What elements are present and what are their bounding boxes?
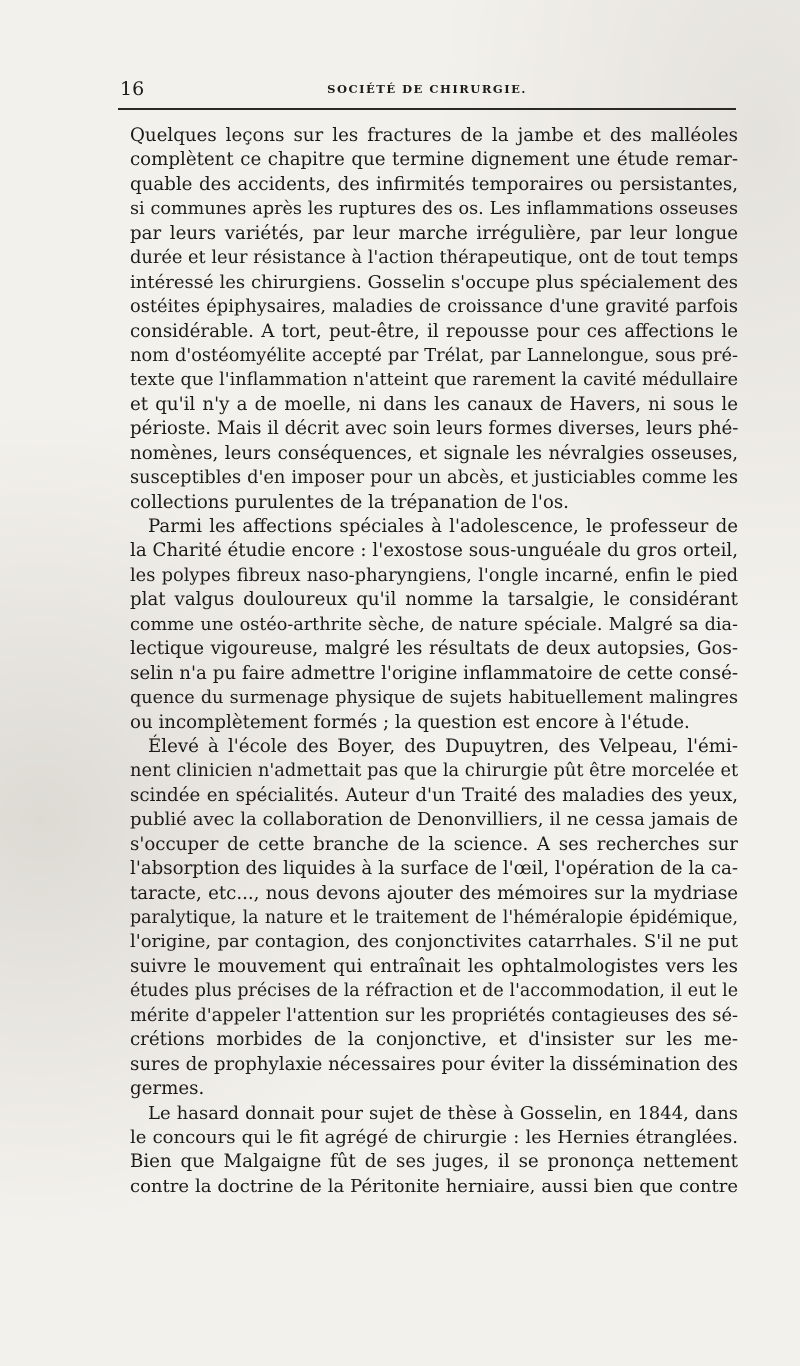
text-line: germes. xyxy=(130,1078,205,1100)
body-text xyxy=(130,124,738,1199)
page-number: 16 xyxy=(120,78,145,100)
text-line: lectique vigoureuse, malgré les résultats de deux autopsies, Gos- xyxy=(130,638,738,660)
text-line: quable des accidents, des infirmités temporaires ou persistantes, xyxy=(130,173,738,195)
text-line: s'occuper de cette branche de la science. A ses recherches sur xyxy=(130,833,738,855)
text-line: taracte, etc..., nous devons ajouter des mémoires sur la mydriase xyxy=(130,882,738,904)
text-line: si communes après les ruptures des os. Les inflammations osseuses xyxy=(130,199,738,220)
text-line: considérable. A tort, peut-être, il repousse pour ces affections le xyxy=(130,320,738,342)
text-line: comme une ostéo-arthrite sèche, de nature spéciale. Malgré sa dia- xyxy=(130,614,738,635)
text-line: intéressé les chirurgiens. Gosselin s'occupe plus spécialement des xyxy=(130,271,738,293)
text-line: plat valgus douloureux qu'il nomme la tarsalgie, le considérant xyxy=(130,589,738,611)
text-line: Élevé à l'école des Boyer, des Dupuytren, des Velpeau, l'émi- xyxy=(148,735,738,757)
text-line: ou incomplètement formés ; la question est encore à l'étude. xyxy=(130,711,690,733)
text-line: ostéites épiphysaires, maladies de croissance d'une gravité parfois xyxy=(130,296,738,318)
text-line: quence du surmenage physique de sujets habituellement malingres xyxy=(130,688,738,709)
text-line: Parmi les affections spéciales à l'adolescence, le professeur de xyxy=(148,516,738,537)
text-line: nomènes, leurs conséquences, et signale les névralgies osseuses, xyxy=(130,442,738,464)
text-line: nom d'ostéomyélite accepté par Trélat, par Lannelongue, sous pré- xyxy=(130,344,738,366)
text-line: paralytique, la nature et le traitement de l'héméralopie épidémique, xyxy=(130,908,738,928)
text-line: le concours qui le fit agrégé de chirurgie : les Hernies étranglées. xyxy=(130,1126,738,1148)
text-line: études plus précises de la réfraction et de l'accommodation, il eut le xyxy=(130,981,738,1002)
text-line: susceptibles d'en imposer pour un abcès, et justiciables comme les xyxy=(130,467,738,489)
running-head: SOCIÉTÉ DE CHIRURGIE. xyxy=(327,82,527,96)
text-line: selin n'a pu faire admettre l'origine inflammatoire de cette consé- xyxy=(130,662,738,684)
text-line: contre la doctrine de la Péritonite herniaire, aussi bien que contre xyxy=(130,1175,738,1197)
text-line: périoste. Mais il décrit avec soin leurs formes diverses, leurs phé- xyxy=(130,418,739,440)
text-line: crétions morbides de la conjonctive, et d'insister sur les me- xyxy=(130,1029,738,1051)
text-line: Bien que Malgaigne fût de ses juges, il se prononça nettement xyxy=(130,1151,738,1173)
text-line: la Charité étudie encore : l'exostose sous-unguéale du gros orteil, xyxy=(130,540,738,562)
text-line: et qu'il n'y a de moelle, ni dans les canaux de Havers, ni sous le xyxy=(130,393,738,415)
header-rule xyxy=(118,108,736,110)
text-line: l'origine, par contagion, des conjonctivites catarrhales. S'il ne put xyxy=(130,931,738,953)
text-line: scindée en spécialités. Auteur d'un Traité des maladies des yeux, xyxy=(130,784,738,806)
text-line: l'absorption des liquides à la surface de l'œil, l'opération de la ca- xyxy=(130,858,738,880)
text-line: complètent ce chapitre que termine dignement une étude remar- xyxy=(130,149,738,171)
text-line: durée et leur résistance à l'action thérapeutique, ont de tout temps xyxy=(130,247,739,269)
page-header xyxy=(118,78,736,104)
text-line: publié avec la collaboration de Denonvilliers, il ne cessa jamais de xyxy=(130,809,738,831)
text-line: par leurs variétés, par leur marche irrégulière, par leur longue xyxy=(130,222,738,244)
text-line: Le hasard donnait pour sujet de thèse à Gosselin, en 1844, dans xyxy=(148,1102,738,1124)
text-line: collections purulentes de la trépanation de l'os. xyxy=(130,491,569,513)
text-line: les polypes fibreux naso-pharyngiens, l'ongle incarné, enfin le pied xyxy=(130,564,738,586)
text-line: nent clinicien n'admettait pas que la chirurgie pût être morcelée et xyxy=(130,760,739,782)
text-line: suivre le mouvement qui entraînait les ophtalmologistes vers les xyxy=(130,955,738,977)
text-line: Quelques leçons sur les fractures de la jambe et des malléoles xyxy=(130,125,738,146)
text-line: texte que l'inflammation n'atteint que rarement la cavité médullaire xyxy=(130,370,738,391)
text-line: mérite d'appeler l'attention sur les propriétés contagieuses des sé- xyxy=(130,1004,738,1026)
text-line: sures de prophylaxie nécessaires pour éviter la dissémination des xyxy=(130,1053,738,1075)
